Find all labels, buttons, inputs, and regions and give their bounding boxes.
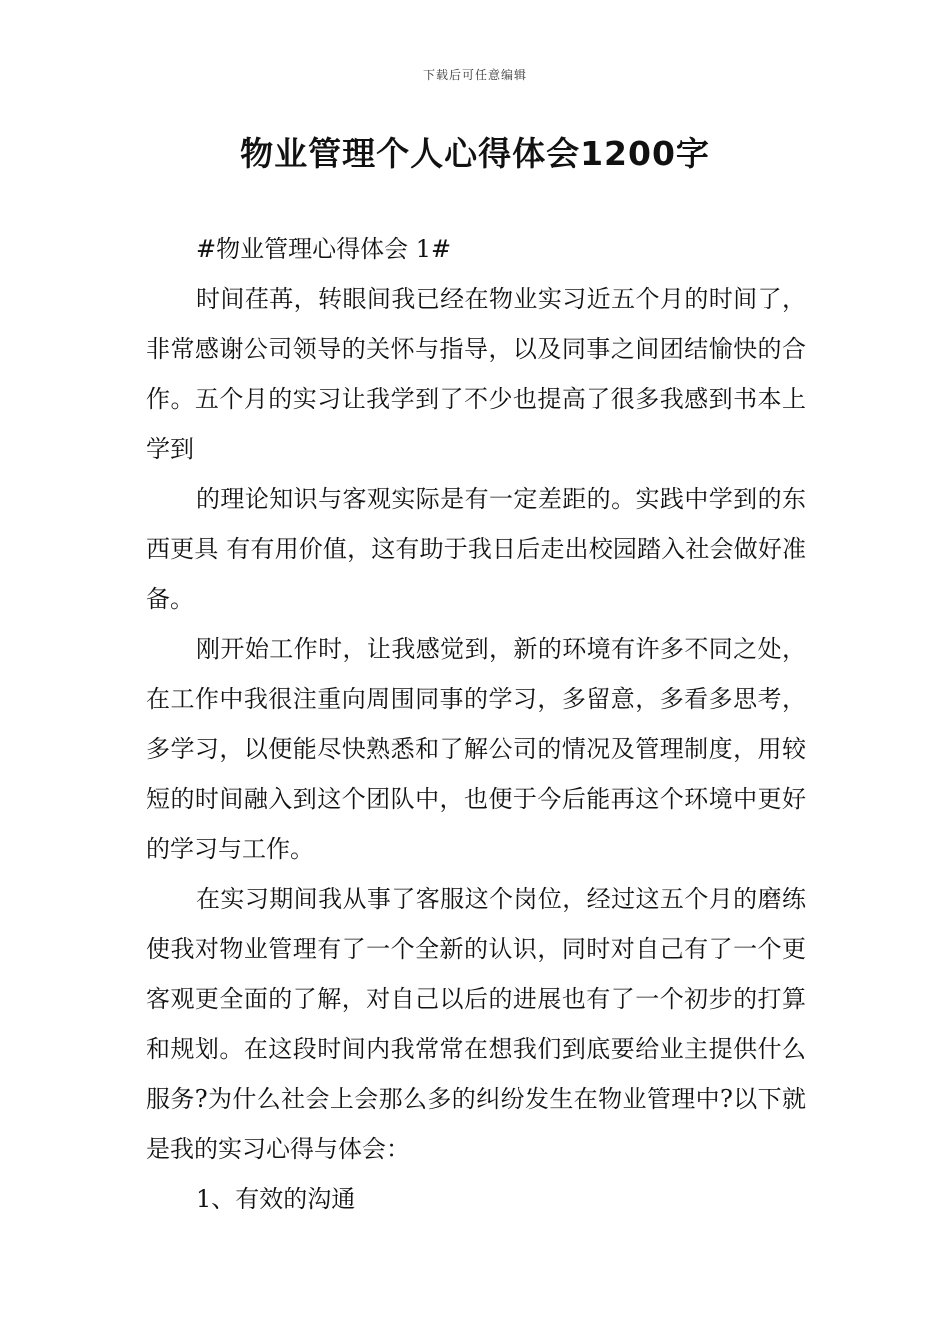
document-body xyxy=(146,224,806,1224)
section-heading: #物业管理心得体会 1# xyxy=(196,235,452,263)
body-paragraph: 在实习期间我从事了客服这个岗位，经过这五个月的磨练使我对物业管理有了一个全新的认识，同时对自己有了一个更客观更全面的了解，对自己以后的进展也有了一个初步的打算和规划。在这段时间内我常常在想我们到底要给业主提供什么服务?为什么社会上会那么多的纠纷发生在物业管理中?以下就是我的实习心得与体会： xyxy=(146,885,806,1163)
numbered-subheading: 1、有效的沟通 xyxy=(196,1185,356,1213)
document-title: 物业管理个人心得体会1200字 xyxy=(240,134,710,173)
body-paragraph: 时间荏苒，转眼间我已经在物业实习近五个月的时间了，非常感谢公司领导的关怀与指导，以及同事之间团结愉快的合作。五个月的实习让我学到了不少也提高了很多我感到书本上学到 xyxy=(146,285,806,463)
body-paragraph: 的理论知识与客观实际是有一定差距的。实践中学到的东西更具 有有用价值，这有助于我日后走出校园踏入社会做好准备。 xyxy=(146,485,806,613)
header-note: 下载后可任意编辑 xyxy=(422,68,527,82)
body-paragraph: 刚开始工作时，让我感觉到，新的环境有许多不同之处，在工作中我很注重向周围同事的学习，多留意，多看多思考，多学习，以便能尽快熟悉和了解公司的情况及管理制度，用较短的时间融入到这个团队中，也便于今后能再这个环境中更好的学习与工作。 xyxy=(146,635,806,863)
